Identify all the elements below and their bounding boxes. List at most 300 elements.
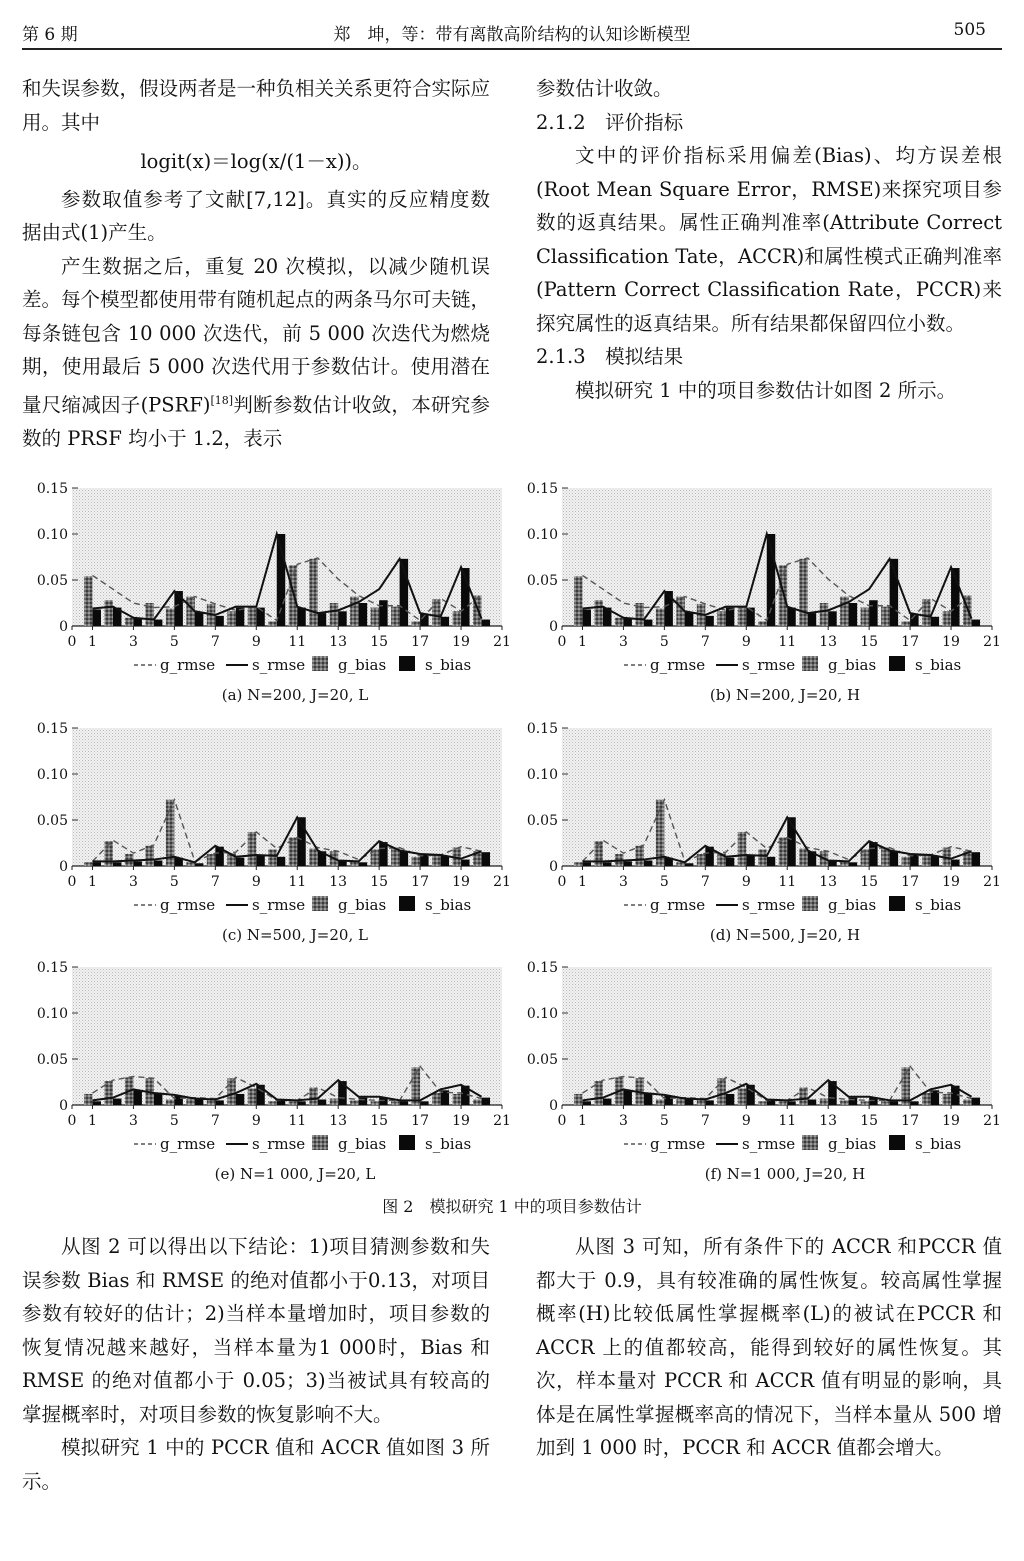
s-bias-bar	[644, 860, 653, 866]
s-bias-bar	[685, 612, 694, 626]
x-tick-label: 17	[411, 874, 430, 890]
figure-title: 图 2 模拟研究 1 中的项目参数估计	[382, 1197, 642, 1216]
g-bias-bar	[799, 559, 808, 626]
g-bias-bar	[289, 1101, 298, 1105]
x-tick-label: 5	[659, 634, 669, 650]
s-bias-bar	[195, 612, 204, 626]
g-bias-bar	[248, 1088, 256, 1105]
x-tick-label: 15	[370, 634, 389, 650]
legend-label: g_rmse	[160, 896, 216, 914]
paragraph: 参数估计收敛。	[536, 77, 673, 100]
x-tick-label: 19	[452, 634, 470, 650]
paragraph: 模拟研究 1 中的 PCCR 值和 ACCR 值如图 3 所示。	[22, 1436, 490, 1493]
g-bias-bar	[861, 1101, 870, 1105]
chart-panel	[512, 718, 1002, 950]
plot-area	[72, 967, 502, 1105]
g-bias-bar	[84, 1094, 93, 1105]
g-bias-bar	[125, 618, 134, 626]
paragraph-text: 产生数据之后，重复 20 次模拟，以减少随机误差。每个模型都使用带有随机起点的两条马尔可夫链，每条链包含 10 000 次迭代，前 5 000 次迭代为燃烧期，使用最后 5 000 次迭代用于参数估计。使用潜在量尺缩减因子(PSRF)	[22, 254, 491, 416]
paragraph: 和失误参数，假设两者是一种负相关关系更符合实际应用。其中	[22, 77, 491, 134]
y-tick-label: 0.05	[36, 813, 68, 829]
s-bias-bar	[441, 856, 450, 866]
paragraph: 文中的评价指标采用偏差(Bias)、均方误差根(Root Mean Square Error，RMSE)来探究项目参数的返真结果。属性正确判准率(Attribute Correct Classification Tate，ACCR)和属性模式正确判准率(Pattern Correct Classification Rate，PCCR)来探究属性的返真结果。所有结果都保留四位小数。	[536, 144, 1002, 335]
g-bias-bar	[635, 846, 644, 866]
y-tick-label: 0.10	[526, 767, 558, 783]
g-bias-bar	[268, 849, 277, 866]
s-bias-bar	[890, 1101, 899, 1105]
legend-swatch	[889, 1135, 905, 1150]
chart-panel	[512, 478, 1002, 710]
x-tick-label: 13	[329, 874, 348, 890]
s-bias-bar	[154, 1094, 163, 1105]
g-bias-bar	[412, 857, 421, 866]
x-tick-label: 17	[901, 874, 920, 890]
x-tick-label: 11	[778, 874, 797, 890]
legend-label: g_rmse	[650, 656, 706, 674]
s-bias-bar	[318, 1099, 327, 1105]
g-bias-bar	[758, 849, 767, 866]
s-bias-bar	[297, 608, 306, 626]
g-bias-bar	[902, 857, 911, 866]
y-tick-label: 0	[59, 859, 68, 875]
g-bias-bar	[350, 1100, 359, 1105]
g-bias-bar	[330, 1099, 339, 1105]
x-tick-label: 21	[983, 874, 1001, 890]
x-tick-label: 19	[942, 634, 960, 650]
s-bias-bar	[133, 1090, 142, 1105]
g-bias-bar	[104, 600, 113, 626]
s-bias-bar	[808, 1099, 817, 1105]
x-tick-label: 5	[169, 634, 179, 650]
right-column-top	[536, 72, 1002, 407]
x-tick-label: 9	[251, 1113, 261, 1129]
legend-swatch	[889, 656, 905, 671]
g-bias-bar	[268, 1101, 277, 1105]
legend-swatch	[312, 896, 328, 911]
s-bias-bar	[297, 1101, 306, 1105]
subfigure-caption: (f) N=1 000, J=20, H	[704, 1165, 866, 1183]
s-bias-bar	[420, 1101, 429, 1105]
s-bias-bar	[931, 617, 940, 626]
x-tick-label: 13	[819, 874, 838, 890]
x-tick-label: 15	[370, 874, 389, 890]
g-bias-bar	[943, 1094, 952, 1105]
g-bias-bar	[268, 621, 277, 626]
s-bias-bar	[849, 603, 858, 626]
s-bias-bar	[951, 860, 960, 866]
s-bias-bar	[685, 1099, 694, 1105]
g-bias-bar	[145, 846, 154, 866]
g-bias-bar	[717, 611, 726, 626]
x-tick-label: 21	[493, 874, 511, 890]
x-tick-label: 0	[67, 1113, 77, 1129]
chart-panel	[22, 478, 512, 710]
paragraph-text: 判断参数估计收敛，本研究参数的 PRSF 均小于 1.2，表示	[22, 393, 490, 450]
legend-label: s_bias	[915, 896, 962, 914]
legend-label: s_bias	[915, 656, 962, 674]
x-tick-label: 5	[169, 874, 179, 890]
s-bias-bar	[359, 603, 368, 626]
g-bias-bar	[758, 621, 767, 626]
x-tick-label: 13	[819, 1113, 838, 1129]
y-tick-label: 0.05	[36, 573, 68, 589]
s-bias-bar	[236, 1094, 245, 1105]
legend-label: g_rmse	[160, 656, 216, 674]
x-tick-label: 7	[210, 874, 220, 890]
legend-label: s_bias	[425, 896, 472, 914]
y-tick-label: 0	[59, 619, 68, 635]
legend-swatch	[312, 1135, 328, 1150]
s-bias-bar	[236, 858, 245, 866]
y-tick-label: 0	[549, 859, 558, 875]
g-bias-bar	[574, 1094, 583, 1105]
s-bias-bar	[195, 863, 204, 866]
legend-swatch	[802, 1135, 818, 1150]
g-bias-bar	[227, 1078, 236, 1105]
x-tick-label: 11	[288, 634, 307, 650]
g-bias-bar	[248, 608, 256, 626]
paragraph: 模拟研究 1 中的项目参数估计如图 2 所示。	[575, 378, 957, 402]
s-bias-bar	[338, 611, 347, 626]
s-bias-bar	[92, 609, 101, 626]
section-heading: 2.1.2 评价指标	[536, 110, 684, 134]
x-tick-label: 7	[700, 874, 710, 890]
s-bias-bar	[359, 862, 368, 866]
y-tick-label: 0.15	[36, 960, 68, 976]
y-tick-label: 0.05	[526, 813, 558, 829]
x-tick-label: 11	[288, 1113, 307, 1129]
legend-label: s_bias	[915, 1135, 962, 1153]
x-tick-label: 0	[557, 634, 567, 650]
x-tick-label: 7	[700, 634, 710, 650]
citation: [18]	[210, 393, 234, 407]
header-rule	[22, 48, 1002, 50]
x-tick-label: 9	[741, 634, 751, 650]
s-bias-bar	[318, 613, 327, 626]
s-bias-bar	[849, 1098, 858, 1105]
legend-label: s_bias	[425, 1135, 472, 1153]
legend-label: g_bias	[828, 896, 877, 914]
legend-label: g_rmse	[650, 896, 706, 914]
x-tick-label: 17	[411, 634, 430, 650]
s-bias-bar	[869, 600, 878, 626]
g-bias-bar	[902, 621, 911, 626]
y-tick-label: 0.15	[526, 721, 558, 737]
x-tick-label: 11	[778, 1113, 797, 1129]
legend-swatch	[399, 656, 415, 671]
g-bias-bar	[412, 621, 421, 626]
s-bias-bar	[726, 858, 735, 866]
s-bias-bar	[113, 862, 122, 866]
g-bias-bar	[574, 862, 583, 866]
section-heading: 2.1.3 模拟结果	[536, 345, 684, 368]
y-tick-label: 0.15	[36, 721, 68, 737]
legend-label: g_rmse	[650, 1135, 706, 1153]
y-tick-label: 0.05	[36, 1052, 68, 1068]
g-bias-bar	[615, 618, 624, 626]
x-tick-label: 17	[901, 1113, 920, 1129]
plot-area	[72, 728, 502, 866]
s-bias-bar	[482, 620, 491, 626]
s-bias-bar	[808, 613, 817, 626]
g-bias-bar	[717, 1078, 726, 1105]
s-bias-bar	[195, 1099, 204, 1105]
page-number: 505	[953, 20, 986, 40]
legend-label: s_rmse	[252, 896, 306, 914]
chart-panel	[512, 957, 1002, 1189]
g-bias-bar	[186, 1099, 195, 1105]
right-column-bottom	[536, 1230, 1002, 1465]
x-tick-label: 19	[452, 1113, 470, 1129]
x-tick-label: 0	[557, 1113, 567, 1129]
x-tick-label: 1	[578, 874, 587, 890]
legend-label: g_rmse	[160, 1135, 216, 1153]
g-bias-bar	[922, 1093, 931, 1105]
left-column-bottom	[22, 1230, 490, 1498]
s-bias-bar	[931, 856, 940, 866]
chart-svg	[512, 478, 1002, 710]
g-bias-bar	[656, 609, 665, 626]
g-bias-bar	[594, 600, 603, 626]
g-bias-bar	[453, 611, 462, 626]
g-bias-bar	[309, 849, 318, 866]
s-bias-bar	[113, 1099, 122, 1105]
g-bias-bar	[84, 576, 93, 626]
x-tick-label: 7	[210, 1113, 220, 1129]
x-tick-label: 19	[942, 1113, 960, 1129]
legend-label: g_bias	[338, 896, 387, 914]
g-bias-bar	[350, 597, 359, 626]
y-tick-label: 0.10	[526, 527, 558, 543]
x-tick-label: 11	[778, 634, 797, 650]
x-tick-label: 21	[983, 1113, 1001, 1129]
x-tick-label: 7	[700, 1113, 710, 1129]
g-bias-bar	[371, 1101, 380, 1105]
x-tick-label: 15	[370, 1113, 389, 1129]
s-bias-bar	[338, 861, 347, 866]
x-tick-label: 9	[741, 874, 751, 890]
s-bias-bar	[972, 852, 981, 866]
legend-label: s_rmse	[252, 1135, 306, 1153]
x-tick-label: 21	[983, 634, 1001, 650]
legend-swatch	[889, 896, 905, 911]
s-bias-bar	[400, 1101, 409, 1105]
legend-label: s_bias	[425, 656, 472, 674]
s-bias-bar	[644, 1094, 653, 1105]
page-header	[22, 14, 1002, 48]
x-tick-label: 19	[942, 874, 960, 890]
s-bias-bar	[644, 620, 653, 626]
legend-label: g_bias	[828, 656, 877, 674]
formula: logit(x)＝log(x/(1－x))。	[140, 150, 372, 173]
g-bias-bar	[330, 603, 339, 626]
x-tick-label: 3	[618, 874, 628, 890]
s-bias-bar	[215, 616, 224, 626]
g-bias-bar	[166, 609, 175, 626]
s-bias-bar	[582, 862, 591, 866]
s-bias-bar	[256, 856, 265, 866]
g-bias-bar	[738, 608, 747, 626]
g-bias-bar	[799, 849, 808, 866]
y-tick-label: 0.05	[526, 1052, 558, 1068]
g-bias-bar	[166, 1099, 175, 1105]
x-tick-label: 0	[67, 874, 77, 890]
g-bias-bar	[391, 1101, 400, 1105]
s-bias-bar	[603, 862, 612, 866]
g-bias-bar	[676, 1099, 685, 1105]
chart-svg	[22, 957, 512, 1189]
legend-label: s_rmse	[742, 656, 796, 674]
legend-label: g_bias	[338, 656, 387, 674]
s-bias-bar	[623, 1090, 632, 1105]
subfigure-caption: (a) N=200, J=20, L	[221, 686, 369, 704]
x-tick-label: 17	[411, 1113, 430, 1129]
s-bias-bar	[746, 856, 755, 866]
g-bias-bar	[861, 608, 870, 626]
g-bias-bar	[881, 1101, 890, 1105]
subfigure-caption: (e) N=1 000, J=20, L	[214, 1165, 376, 1183]
x-tick-label: 1	[88, 634, 97, 650]
legend-swatch	[312, 656, 328, 671]
x-tick-label: 3	[618, 1113, 628, 1129]
x-tick-label: 19	[452, 874, 470, 890]
g-bias-bar	[84, 862, 93, 866]
s-bias-bar	[482, 1098, 491, 1105]
x-tick-label: 5	[169, 1113, 179, 1129]
y-tick-label: 0.10	[526, 1006, 558, 1022]
g-bias-bar	[391, 607, 400, 626]
s-bias-bar	[726, 608, 735, 626]
s-bias-bar	[828, 611, 837, 626]
s-bias-bar	[623, 861, 632, 866]
x-tick-label: 3	[618, 634, 628, 650]
y-tick-label: 0.10	[36, 527, 68, 543]
s-bias-bar	[461, 860, 470, 866]
legend-label: s_rmse	[742, 1135, 796, 1153]
g-bias-bar	[432, 1093, 441, 1105]
left-column-top	[22, 72, 490, 455]
paragraph: 参数取值参考了文献[7,12]。真实的反应精度数据由式(1)产生。	[22, 187, 490, 244]
subfigure-caption: (c) N=500, J=20, L	[222, 926, 368, 944]
s-bias-bar	[236, 608, 245, 626]
x-tick-label: 3	[128, 634, 138, 650]
paragraph: 从图 2 可以得出以下结论：1)项目猜测参数和失误参数 Bias 和 RMSE 的绝对值都小于0.13，对项目参数有较好的估计；2)当样本量增加时，项目参数的恢复情况越来越好，当样本量为1 000时，Bias 和 RMSE 的绝对值都小于 0.05；3)当被试具有较高的掌握概率时，对项目参数的恢复影响不大。	[22, 1235, 490, 1426]
g-bias-bar	[840, 597, 849, 626]
s-bias-bar	[379, 842, 388, 866]
s-bias-bar	[849, 862, 858, 866]
legend-label: s_rmse	[742, 896, 796, 914]
g-bias-bar	[840, 1100, 849, 1105]
g-bias-bar	[963, 1099, 972, 1105]
s-bias-bar	[787, 1101, 796, 1105]
s-bias-bar	[482, 852, 491, 866]
s-bias-bar	[972, 1098, 981, 1105]
plot-area	[562, 728, 992, 866]
legend-label: g_bias	[828, 1135, 877, 1153]
s-bias-bar	[603, 1099, 612, 1105]
s-bias-bar	[359, 1098, 368, 1105]
y-tick-label: 0.15	[526, 481, 558, 497]
x-tick-label: 3	[128, 874, 138, 890]
y-tick-label: 0.10	[36, 1006, 68, 1022]
s-bias-bar	[379, 600, 388, 626]
y-tick-label: 0.05	[526, 573, 558, 589]
s-bias-bar	[92, 1101, 101, 1105]
s-bias-bar	[277, 857, 286, 866]
x-tick-label: 13	[329, 634, 348, 650]
x-tick-label: 21	[493, 1113, 511, 1129]
x-tick-label: 11	[288, 874, 307, 890]
s-bias-bar	[890, 851, 899, 866]
s-bias-bar	[787, 608, 796, 626]
x-tick-label: 7	[210, 634, 220, 650]
running-title: 郑 坤，等：带有离散高阶结构的认知诊断模型	[333, 25, 691, 45]
chart-panel	[22, 718, 512, 950]
s-bias-bar	[582, 1101, 591, 1105]
s-bias-bar	[828, 861, 837, 866]
x-tick-label: 15	[860, 1113, 879, 1129]
x-tick-label: 1	[88, 1113, 97, 1129]
subfigure-caption: (d) N=500, J=20, H	[709, 926, 861, 944]
legend-swatch	[802, 896, 818, 911]
s-bias-bar	[133, 861, 142, 866]
chart-svg	[22, 718, 512, 950]
s-bias-bar	[685, 863, 694, 866]
s-bias-bar	[910, 855, 919, 866]
y-tick-label: 0.15	[36, 481, 68, 497]
issue-label: 第 6 期	[22, 25, 78, 45]
s-bias-bar	[215, 1100, 224, 1105]
g-bias-bar	[309, 559, 318, 626]
x-tick-label: 1	[578, 1113, 587, 1129]
g-bias-bar	[758, 1101, 767, 1105]
chart-svg	[512, 957, 1002, 1189]
x-tick-label: 5	[659, 874, 669, 890]
x-tick-label: 3	[128, 1113, 138, 1129]
x-tick-label: 0	[67, 634, 77, 650]
chart-svg	[22, 478, 512, 710]
s-bias-bar	[441, 617, 450, 626]
s-bias-bar	[869, 842, 878, 866]
s-bias-bar	[420, 855, 429, 866]
x-tick-label: 9	[251, 874, 261, 890]
subfigure-caption: (b) N=200, J=20, H	[709, 686, 861, 704]
g-bias-bar	[432, 855, 441, 866]
chart-panel	[22, 957, 512, 1189]
g-bias-bar	[453, 1094, 462, 1105]
x-tick-label: 0	[557, 874, 567, 890]
g-bias-bar	[820, 1099, 829, 1105]
g-bias-bar	[779, 1101, 788, 1105]
x-tick-label: 1	[88, 874, 97, 890]
y-tick-label: 0.15	[526, 960, 558, 976]
s-bias-bar	[582, 609, 591, 626]
s-bias-bar	[910, 1101, 919, 1105]
x-tick-label: 15	[860, 874, 879, 890]
y-tick-label: 0	[549, 619, 558, 635]
s-bias-bar	[154, 860, 163, 866]
g-bias-bar	[738, 1088, 747, 1105]
legend-label: s_rmse	[252, 656, 306, 674]
y-tick-label: 0.10	[36, 767, 68, 783]
legend-swatch	[399, 896, 415, 911]
chart-svg	[512, 718, 1002, 950]
g-bias-bar	[371, 608, 380, 626]
g-bias-bar	[574, 576, 583, 626]
plot-area	[562, 967, 992, 1105]
legend-label: g_bias	[338, 1135, 387, 1153]
s-bias-bar	[726, 1094, 735, 1105]
